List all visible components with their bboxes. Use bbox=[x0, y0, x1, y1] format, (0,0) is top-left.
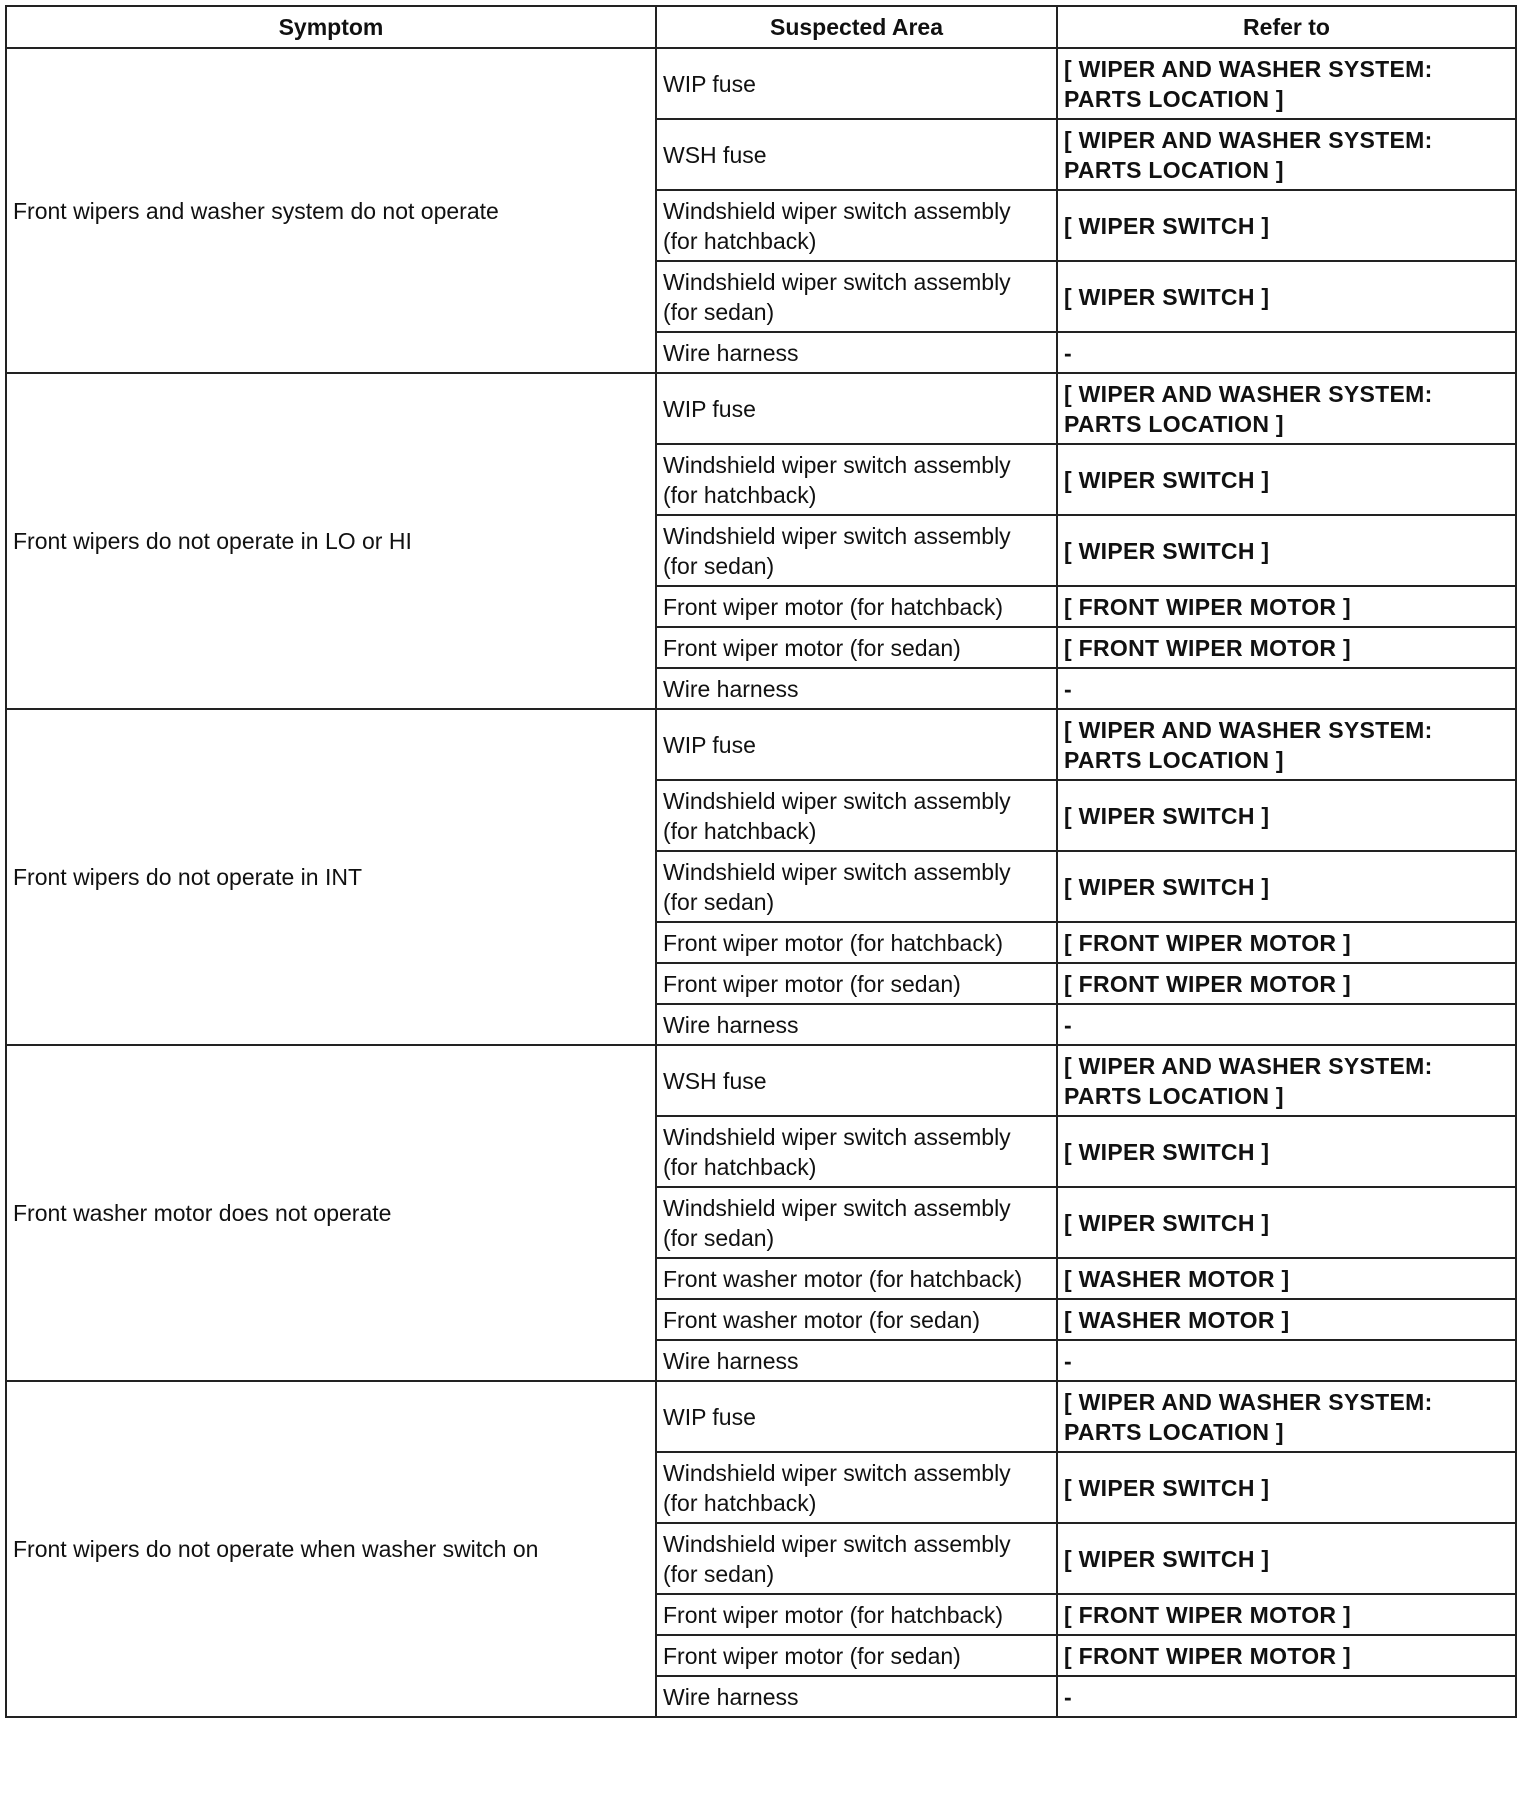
refer-to-link[interactable]: [ WIPER AND WASHER SYSTEM: PARTS LOCATION ] bbox=[1057, 119, 1516, 190]
refer-to-link[interactable]: [ FRONT WIPER MOTOR ] bbox=[1057, 963, 1516, 1004]
suspected-area-cell: Wire harness bbox=[656, 1676, 1057, 1717]
refer-to-link[interactable]: [ WIPER SWITCH ] bbox=[1057, 1523, 1516, 1594]
refer-to-link[interactable]: [ WASHER MOTOR ] bbox=[1057, 1258, 1516, 1299]
suspected-area-cell: Windshield wiper switch assembly (for hatchback) bbox=[656, 1452, 1057, 1523]
suspected-area-cell: Windshield wiper switch assembly (for sedan) bbox=[656, 1187, 1057, 1258]
suspected-area-cell: Windshield wiper switch assembly (for hatchback) bbox=[656, 444, 1057, 515]
suspected-area-cell: WIP fuse bbox=[656, 1381, 1057, 1452]
symptom-table bbox=[5, 5, 1517, 1718]
symptom-cell: Front wipers do not operate when washer switch on bbox=[6, 1381, 656, 1717]
symptom-cell: Front washer motor does not operate bbox=[6, 1045, 656, 1381]
suspected-area-cell: Front wiper motor (for hatchback) bbox=[656, 586, 1057, 627]
header-refer-to: Refer to bbox=[1057, 6, 1516, 48]
suspected-area-cell: Wire harness bbox=[656, 1340, 1057, 1381]
refer-to-link: - bbox=[1057, 668, 1516, 709]
refer-to-link[interactable]: [ WIPER SWITCH ] bbox=[1057, 190, 1516, 261]
refer-to-link[interactable]: [ WIPER SWITCH ] bbox=[1057, 1452, 1516, 1523]
suspected-area-cell: Windshield wiper switch assembly (for hatchback) bbox=[656, 780, 1057, 851]
suspected-area-cell: Windshield wiper switch assembly (for sedan) bbox=[656, 1523, 1057, 1594]
suspected-area-cell: WIP fuse bbox=[656, 709, 1057, 780]
header-symptom: Symptom bbox=[6, 6, 656, 48]
refer-to-link[interactable]: [ WIPER SWITCH ] bbox=[1057, 515, 1516, 586]
refer-to-link[interactable]: [ WIPER SWITCH ] bbox=[1057, 261, 1516, 332]
refer-to-link[interactable]: [ FRONT WIPER MOTOR ] bbox=[1057, 627, 1516, 668]
refer-to-link[interactable]: [ FRONT WIPER MOTOR ] bbox=[1057, 1635, 1516, 1676]
suspected-area-cell: Wire harness bbox=[656, 1004, 1057, 1045]
refer-to-link[interactable]: [ WIPER AND WASHER SYSTEM: PARTS LOCATION ] bbox=[1057, 1381, 1516, 1452]
suspected-area-cell: Front wiper motor (for sedan) bbox=[656, 627, 1057, 668]
refer-to-link[interactable]: [ WIPER AND WASHER SYSTEM: PARTS LOCATION ] bbox=[1057, 709, 1516, 780]
refer-to-link[interactable]: [ WASHER MOTOR ] bbox=[1057, 1299, 1516, 1340]
suspected-area-cell: WSH fuse bbox=[656, 119, 1057, 190]
suspected-area-cell: Windshield wiper switch assembly (for sedan) bbox=[656, 851, 1057, 922]
suspected-area-cell: WSH fuse bbox=[656, 1045, 1057, 1116]
refer-to-link[interactable]: [ WIPER SWITCH ] bbox=[1057, 444, 1516, 515]
table-row bbox=[6, 709, 1516, 780]
header-suspected-area: Suspected Area bbox=[656, 6, 1057, 48]
suspected-area-cell: Windshield wiper switch assembly (for sedan) bbox=[656, 261, 1057, 332]
suspected-area-cell: Front wiper motor (for sedan) bbox=[656, 963, 1057, 1004]
refer-to-link[interactable]: [ WIPER SWITCH ] bbox=[1057, 1116, 1516, 1187]
refer-to-link[interactable]: [ WIPER AND WASHER SYSTEM: PARTS LOCATION ] bbox=[1057, 48, 1516, 119]
suspected-area-cell: Windshield wiper switch assembly (for hatchback) bbox=[656, 190, 1057, 261]
suspected-area-cell: Windshield wiper switch assembly (for hatchback) bbox=[656, 1116, 1057, 1187]
table-row bbox=[6, 1381, 1516, 1452]
suspected-area-cell: Wire harness bbox=[656, 668, 1057, 709]
refer-to-link[interactable]: [ WIPER AND WASHER SYSTEM: PARTS LOCATION ] bbox=[1057, 373, 1516, 444]
table-row bbox=[6, 48, 1516, 119]
refer-to-link: - bbox=[1057, 1004, 1516, 1045]
troubleshooting-table-container bbox=[5, 5, 1515, 1718]
suspected-area-cell: Wire harness bbox=[656, 332, 1057, 373]
suspected-area-cell: Windshield wiper switch assembly (for sedan) bbox=[656, 515, 1057, 586]
refer-to-link[interactable]: [ WIPER SWITCH ] bbox=[1057, 851, 1516, 922]
refer-to-link[interactable]: [ FRONT WIPER MOTOR ] bbox=[1057, 586, 1516, 627]
refer-to-link: - bbox=[1057, 1676, 1516, 1717]
symptom-cell: Front wipers do not operate in LO or HI bbox=[6, 373, 656, 709]
suspected-area-cell: Front washer motor (for hatchback) bbox=[656, 1258, 1057, 1299]
symptom-cell: Front wipers and washer system do not operate bbox=[6, 48, 656, 373]
suspected-area-cell: Front wiper motor (for hatchback) bbox=[656, 922, 1057, 963]
header-row bbox=[6, 6, 1516, 48]
suspected-area-cell: Front washer motor (for sedan) bbox=[656, 1299, 1057, 1340]
refer-to-link[interactable]: [ FRONT WIPER MOTOR ] bbox=[1057, 922, 1516, 963]
refer-to-link[interactable]: [ WIPER SWITCH ] bbox=[1057, 780, 1516, 851]
refer-to-link[interactable]: [ WIPER SWITCH ] bbox=[1057, 1187, 1516, 1258]
refer-to-link: - bbox=[1057, 332, 1516, 373]
refer-to-link[interactable]: [ WIPER AND WASHER SYSTEM: PARTS LOCATION ] bbox=[1057, 1045, 1516, 1116]
suspected-area-cell: Front wiper motor (for hatchback) bbox=[656, 1594, 1057, 1635]
table-row bbox=[6, 373, 1516, 444]
suspected-area-cell: Front wiper motor (for sedan) bbox=[656, 1635, 1057, 1676]
suspected-area-cell: WIP fuse bbox=[656, 373, 1057, 444]
refer-to-link: - bbox=[1057, 1340, 1516, 1381]
symptom-cell: Front wipers do not operate in INT bbox=[6, 709, 656, 1045]
refer-to-link[interactable]: [ FRONT WIPER MOTOR ] bbox=[1057, 1594, 1516, 1635]
table-row bbox=[6, 1045, 1516, 1116]
suspected-area-cell: WIP fuse bbox=[656, 48, 1057, 119]
